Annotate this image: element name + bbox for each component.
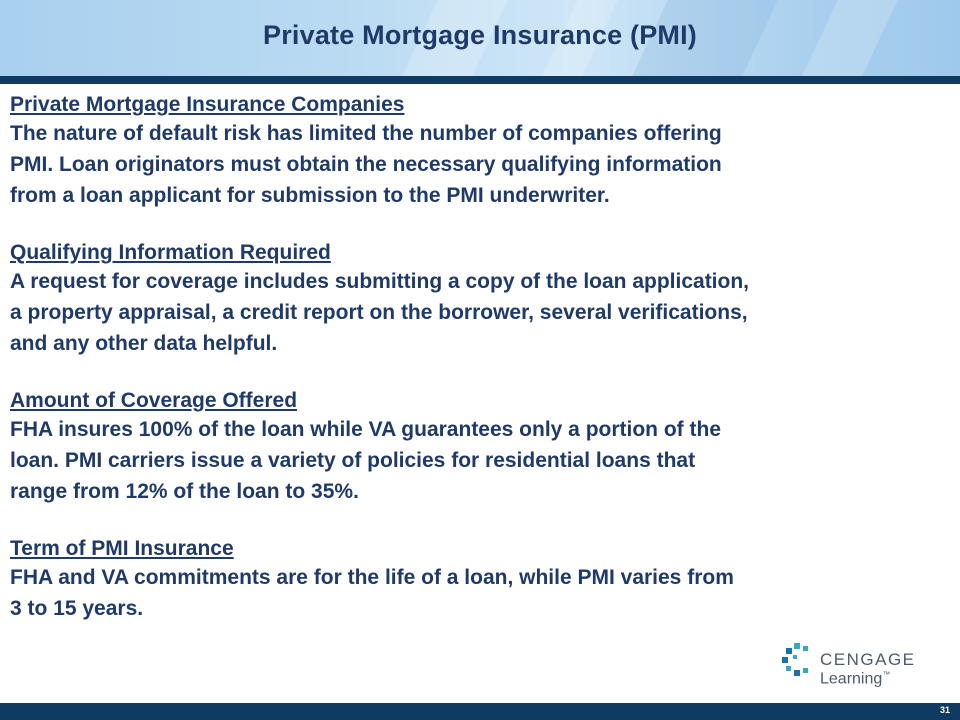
cengage-logo-icon [780,642,816,678]
text-line: and any other data helpful. [10,332,278,355]
text-line: PMI. Loan originators must obtain the necessary qualifying information [10,153,722,176]
logo-subtitle [820,670,890,688]
section-heading: Amount of Coverage Offered [10,389,298,412]
section-heading: Qualifying Information Required [10,241,331,264]
header-rule [0,76,960,84]
section-text [10,562,955,624]
page-number: 31 [939,705,950,715]
footer-bar [0,703,960,720]
section-pmi-companies [10,91,955,211]
text-line: The nature of default risk has limited the number of companies offering [10,122,722,145]
trademark-symbol: ™ [882,670,891,679]
text-line: FHA and VA commitments are for the life of a loan, while PMI varies from [10,566,734,589]
text-line: loan. PMI carriers issue a variety of policies for residential loans that [10,449,696,472]
text-line: FHA insures 100% of the loan while VA guarantees only a portion of the [10,418,721,441]
section-coverage-amount [10,387,955,507]
section-text [10,414,955,507]
cengage-logo [780,642,920,690]
section-pmi-term [10,535,955,624]
text-line: from a loan applicant for submission to the PMI underwriter. [10,184,610,207]
title-banner [0,0,960,76]
logo-wordmark: CENGAGE [820,650,916,669]
section-text [10,118,955,211]
section-heading: Private Mortgage Insurance Companies [10,93,405,116]
section-text [10,266,955,359]
text-line: range from 12% of the loan to 35%. [10,480,359,503]
section-qualifying-information [10,239,955,359]
logo-subtitle-text: Learning [820,670,883,688]
section-heading: Term of PMI Insurance [10,537,234,560]
text-line: a property appraisal, a credit report on the borrower, several verifications, [10,301,748,324]
text-line: 3 to 15 years. [10,597,144,620]
slide-title: Private Mortgage Insurance (PMI) [263,20,697,50]
slide-body [10,91,955,652]
text-line: A request for coverage includes submitting a copy of the loan application, [10,270,750,293]
